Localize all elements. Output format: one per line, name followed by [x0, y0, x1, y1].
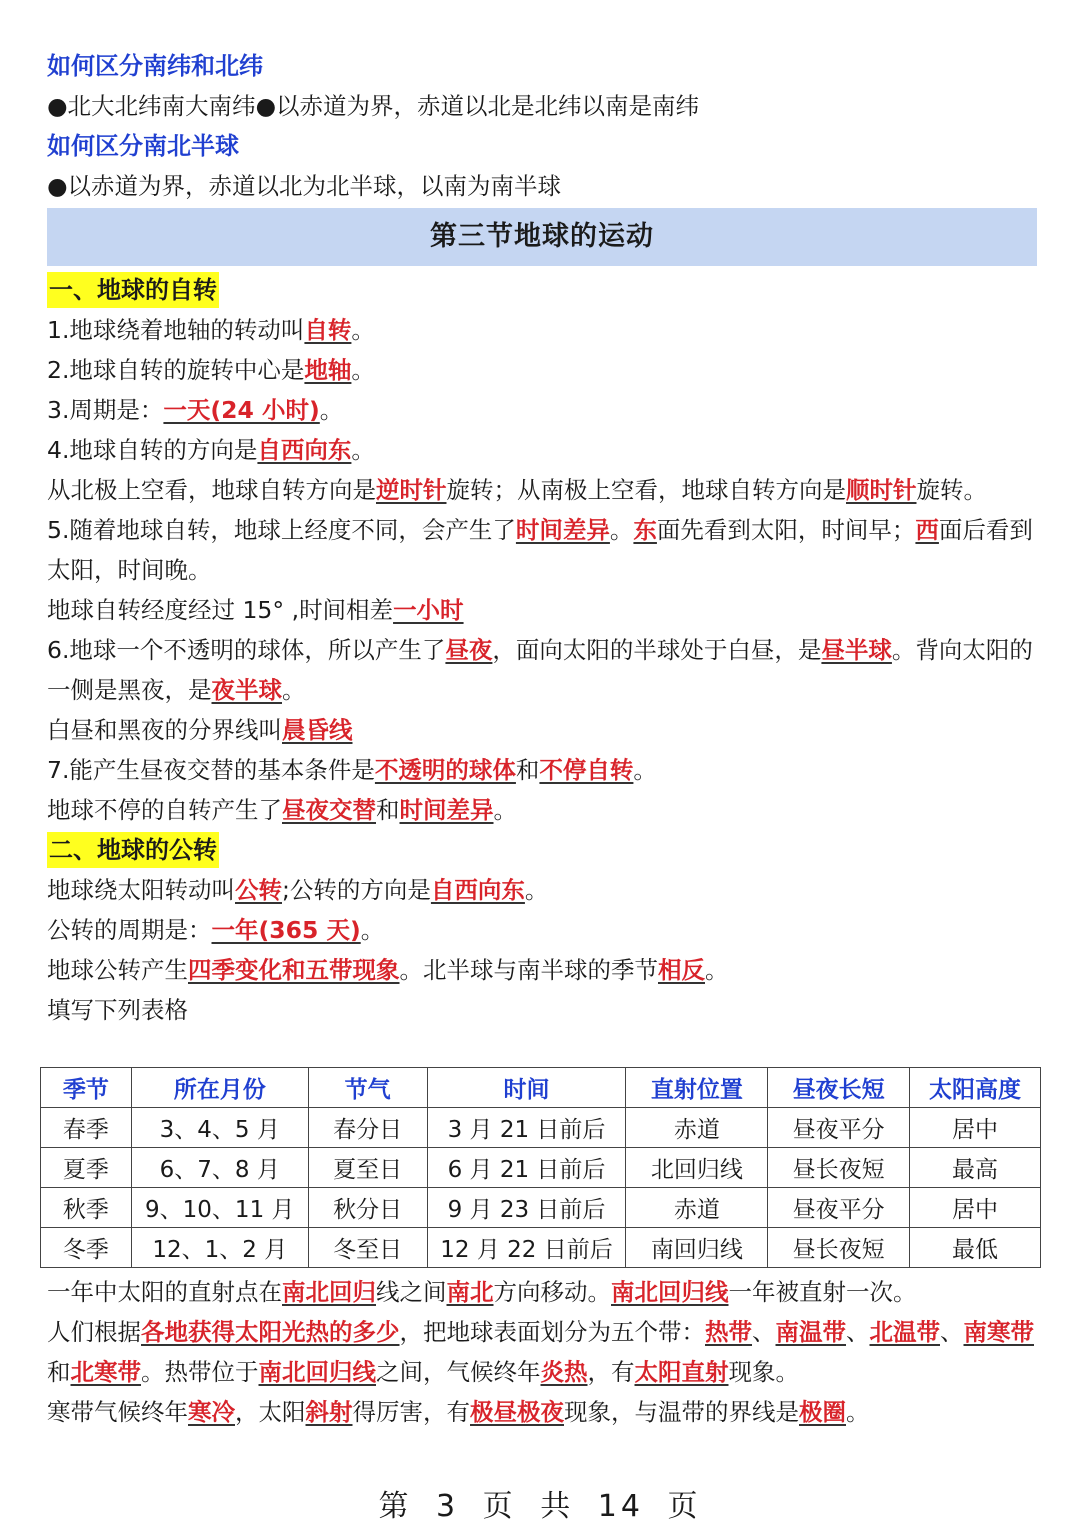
rotation-line-3: 3.周期是：一天(24 小时)。 — [47, 396, 344, 424]
table-cell: 9 月 23 日前后 — [427, 1188, 626, 1228]
after-line-3: 寒带气候终年寒冷，太阳斜射得厉害，有极昼极夜现象，与温带的界线是极圈。 — [47, 1398, 870, 1426]
table-cell: 夏季 — [41, 1148, 132, 1188]
table-cell: 夏至日 — [308, 1148, 427, 1188]
rotation-line-1: 1.地球绕着地轴的转动叫自转。 — [47, 316, 375, 344]
page-body — [47, 46, 1037, 1030]
table-cell: 昼夜平分 — [768, 1108, 910, 1148]
table-cell: 秋季 — [41, 1188, 132, 1228]
rotation-line-5: 从北极上空看，地球自转方向是逆时针旋转；从南极上空看，地球自转方向是顺时针旋转。 — [47, 476, 987, 504]
table-cell: 昼长夜短 — [768, 1228, 910, 1268]
table-cell: 最高 — [910, 1148, 1041, 1188]
table-cell: 最低 — [910, 1228, 1041, 1268]
question-hemisphere: 如何区分南北半球 — [47, 132, 239, 160]
table-cell: 12、1、2 月 — [131, 1228, 308, 1268]
table-cell: 冬季 — [41, 1228, 132, 1268]
table-instruction: 填写下列表格 — [47, 996, 188, 1024]
table-row — [41, 1148, 1041, 1188]
header-season: 季节 — [41, 1068, 132, 1108]
heading-rotation: 一、地球的自转 — [47, 272, 219, 308]
answer-latitude: ●北大北纬南大南纬●以赤道为界，赤道以北是北纬以南是南纬 — [47, 92, 700, 120]
rotation-line-2: 2.地球自转的旋转中心是地轴。 — [47, 356, 375, 384]
after-line-1: 一年中太阳的直射点在南北回归线之间南北方向移动。南北回归线一年被直射一次。 — [47, 1278, 917, 1306]
table-cell: 居中 — [910, 1108, 1041, 1148]
header-months: 所在月份 — [131, 1068, 308, 1108]
header-day-night: 昼夜长短 — [768, 1068, 910, 1108]
table-cell: 秋分日 — [308, 1188, 427, 1228]
revolution-line-3: 地球公转产生四季变化和五带现象。北半球与南半球的季节相反。 — [47, 956, 729, 984]
table-cell: 北回归线 — [626, 1148, 768, 1188]
rotation-line-6: 5.随着地球自转，地球上经度不同，会产生了时间差异。东面先看到太阳，时间早；西面后看到太阳，时间晚。 — [47, 516, 1033, 584]
table-cell: 9、10、11 月 — [131, 1188, 308, 1228]
page-footer: 第 3 页 共 14 页 — [378, 1489, 702, 1524]
header-sun-height: 太阳高度 — [910, 1068, 1041, 1108]
table-row — [41, 1108, 1041, 1148]
header-solar-term: 节气 — [308, 1068, 427, 1108]
question-latitude: 如何区分南纬和北纬 — [47, 52, 263, 80]
table-cell: 居中 — [910, 1188, 1041, 1228]
table-cell: 南回归线 — [626, 1228, 768, 1268]
rotation-line-10: 7.能产生昼夜交替的基本条件是不透明的球体和不停自转。 — [47, 756, 657, 784]
rotation-line-8: 6.地球一个不透明的球体，所以产生了昼夜，面向太阳的半球处于白昼，是昼半球。背向太阳的一侧是黑夜，是夜半球。 — [47, 636, 1033, 704]
table-cell: 昼夜平分 — [768, 1188, 910, 1228]
answer-hemisphere: ●以赤道为界，赤道以北为北半球，以南为南半球 — [47, 172, 562, 200]
table-cell: 昼长夜短 — [768, 1148, 910, 1188]
revolution-line-2: 公转的周期是：一年(365 天)。 — [47, 916, 385, 944]
table-cell: 6 月 21 日前后 — [427, 1148, 626, 1188]
table-row — [41, 1188, 1041, 1228]
section-title: 第三节地球的运动 — [47, 208, 1037, 266]
heading-revolution: 二、地球的公转 — [47, 832, 219, 868]
revolution-line-1: 地球绕太阳转动叫公转;公转的方向是自西向东。 — [47, 876, 549, 904]
header-direct-position: 直射位置 — [626, 1068, 768, 1108]
table-cell: 冬至日 — [308, 1228, 427, 1268]
rotation-line-9: 白昼和黑夜的分界线叫晨昏线 — [47, 716, 353, 744]
table-row — [41, 1228, 1041, 1268]
after-table-text — [47, 1272, 1037, 1432]
after-line-2: 人们根据各地获得太阳光热的多少，把地球表面划分为五个带：热带、南温带、北温带、南寒带和北寒带。热带位于南北回归线之间，气候终年炎热，有太阳直射现象。 — [47, 1318, 1034, 1386]
table-cell: 12 月 22 日前后 — [427, 1228, 626, 1268]
table-cell: 6、7、8 月 — [131, 1148, 308, 1188]
table-cell: 春分日 — [308, 1108, 427, 1148]
header-date: 时间 — [427, 1068, 626, 1108]
season-table — [40, 1067, 1041, 1268]
table-cell: 3 月 21 日前后 — [427, 1108, 626, 1148]
table-cell: 3、4、5 月 — [131, 1108, 308, 1148]
table-cell: 春季 — [41, 1108, 132, 1148]
rotation-line-7: 地球自转经度经过 15° ,时间相差一小时 — [47, 596, 464, 624]
table-cell: 赤道 — [626, 1188, 768, 1228]
table-cell: 赤道 — [626, 1108, 768, 1148]
table-header-row — [41, 1068, 1041, 1108]
rotation-line-11: 地球不停的自转产生了昼夜交替和时间差异。 — [47, 796, 517, 824]
rotation-line-4: 4.地球自转的方向是自西向东。 — [47, 436, 375, 464]
